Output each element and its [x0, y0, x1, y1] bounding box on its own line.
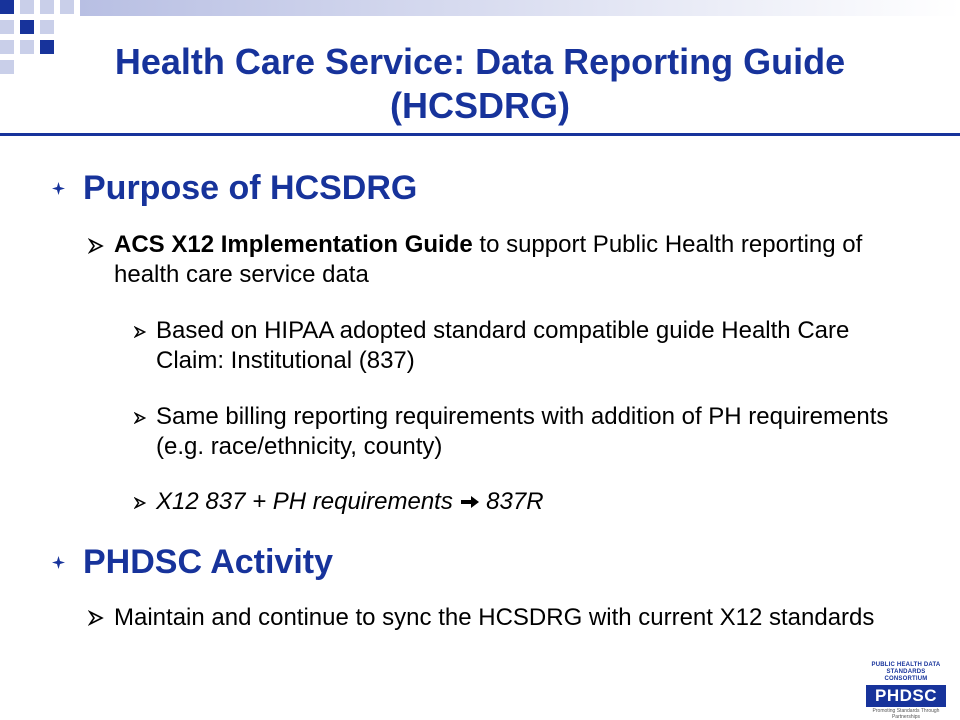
detail-bullet [134, 402, 914, 462]
arrow-bullet-icon [134, 412, 146, 424]
sub-bullet-text [114, 230, 908, 290]
section-heading: PHDSC Activity [83, 543, 334, 581]
phdsc-logo [866, 662, 946, 720]
title-line-2: (HCSDRG) [390, 85, 570, 126]
sub-bullet-text: Maintain and continue to sync the HCSDRG with current X12 standards [114, 604, 875, 631]
sub-bullet-bold: ACS X12 Implementation Guide [114, 231, 473, 258]
corner-square [0, 40, 14, 54]
corner-square [0, 20, 14, 34]
arrow-bullet-icon [134, 326, 146, 338]
italic-part-a: X12 837 + PH requirements [156, 488, 460, 515]
section-heading: Purpose of HCSDRG [83, 169, 418, 207]
logo-badge: PHDSC [866, 685, 946, 707]
section-purpose [52, 168, 417, 208]
corner-square [40, 20, 54, 34]
corner-square [0, 60, 14, 74]
detail-bullet-text [156, 487, 544, 517]
diamond-bullet-icon [52, 556, 65, 569]
corner-square [60, 0, 74, 14]
corner-square [20, 20, 34, 34]
section-phdsc-activity [52, 542, 333, 582]
arrow-bullet-icon [134, 497, 146, 509]
detail-bullet [134, 487, 914, 517]
slide-title [20, 40, 940, 128]
header-gradient-band [80, 0, 960, 16]
detail-bullet-text: Same billing reporting requirements with addition of PH requirements (e.g. race/ethnicity, county) [156, 403, 889, 460]
italic-part-b: 837R [479, 488, 544, 515]
detail-bullet-text: Based on HIPAA adopted standard compatible guide Health Care Claim: Institutional (837) [156, 317, 850, 374]
sub-bullet [88, 230, 908, 290]
title-line-1: Health Care Service: Data Reporting Guide [114, 41, 846, 82]
detail-bullet [134, 316, 914, 376]
logo-line-1: PUBLIC HEALTH DATA [871, 662, 941, 668]
arrow-bullet-icon [88, 238, 104, 254]
arrow-bullet-icon [88, 610, 104, 626]
logo-line-2: STANDARDS CONSORTIUM [884, 669, 928, 682]
sub-bullet [88, 602, 918, 634]
corner-square [0, 0, 14, 14]
corner-square [40, 0, 54, 14]
diamond-bullet-icon [52, 182, 65, 195]
logo-tagline: Promoting Standards Through Partnerships [872, 708, 940, 720]
corner-square [20, 0, 34, 14]
sub-bullet-rest: to support Public Health reporting of health care service data [114, 231, 863, 288]
title-underline [0, 133, 960, 136]
right-arrow-icon [460, 494, 480, 510]
